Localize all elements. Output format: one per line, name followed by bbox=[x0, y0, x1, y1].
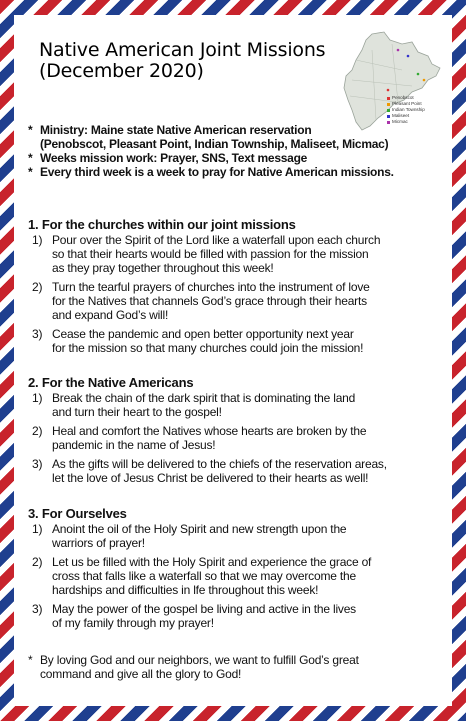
section-churches bbox=[28, 217, 448, 360]
legend-swatch bbox=[387, 97, 390, 100]
reservation-marker bbox=[407, 55, 410, 58]
bullet-star: * bbox=[28, 653, 33, 667]
bullet-star: * bbox=[28, 123, 33, 137]
section-ourselves bbox=[28, 506, 448, 635]
reservation-marker bbox=[417, 73, 420, 76]
section-heading: 2. For the Native Americans bbox=[28, 375, 194, 390]
item-number: 3) bbox=[32, 327, 43, 341]
map-legend bbox=[387, 95, 425, 125]
closing-text: By loving God and our neighbors, we want to fulfill God’s great command and give all the glory to God! bbox=[40, 653, 359, 681]
flyer-page bbox=[14, 15, 452, 706]
bullet-star: * bbox=[28, 165, 33, 179]
item-number: 1) bbox=[32, 233, 43, 247]
prayer-item bbox=[28, 280, 448, 322]
title-line-1: Native American Joint Missions bbox=[39, 39, 326, 61]
prayer-item bbox=[28, 391, 448, 419]
item-number: 2) bbox=[32, 280, 43, 294]
prayer-item bbox=[28, 602, 448, 630]
weeks-bullet bbox=[28, 151, 448, 165]
item-number: 2) bbox=[32, 555, 43, 569]
item-number: 1) bbox=[32, 391, 43, 405]
item-text: Anoint the oil of the Holy Spirit and new strength upon the warriors of prayer! bbox=[52, 522, 347, 550]
legend-label: Maliseet bbox=[392, 113, 410, 118]
prayer-item bbox=[28, 555, 448, 597]
prayer-item bbox=[28, 522, 448, 550]
page-title bbox=[39, 40, 325, 82]
item-text: Heal and comfort the Natives whose hearts are broken by the pandemic in the name of Jesus! bbox=[52, 424, 367, 452]
legend-label: Indian Township bbox=[392, 107, 425, 112]
ministry-reservations: (Penobscot, Pleasant Point, Indian Township, Maliseet, Micmac) bbox=[40, 137, 389, 151]
section-heading: 1. For the churches within our joint missions bbox=[28, 217, 296, 232]
legend-label: Micmac bbox=[392, 119, 408, 124]
ministry-bullet bbox=[28, 123, 448, 137]
legend-swatch bbox=[387, 103, 390, 106]
item-number: 3) bbox=[32, 602, 43, 616]
section-native-americans bbox=[28, 375, 448, 490]
reservation-marker bbox=[397, 49, 400, 52]
item-text: Let us be filled with the Holy Spirit and experience the grace of cross that falls like a waterfall so that we may overcome the hardships and difficulties in lfe throughout this week! bbox=[52, 555, 372, 597]
legend-label: Pleasant Point bbox=[392, 101, 422, 106]
weeks-text: Weeks mission work: Prayer, SNS, Text message bbox=[40, 151, 308, 165]
item-number: 2) bbox=[32, 424, 43, 438]
section-heading: 3. For Ourselves bbox=[28, 506, 127, 521]
every-third-week-text: Every third week is a week to pray for Native American missions. bbox=[40, 165, 394, 179]
prayer-item bbox=[28, 327, 448, 355]
item-text: Pour over the Spirit of the Lord like a waterfall upon each church so that their hearts would be filled with passion for the mission as they pray together throughout this week! bbox=[52, 233, 381, 275]
prayer-item bbox=[28, 424, 448, 452]
item-text: Break the chain of the dark spirit that is dominating the land and turn their heart to the gospel! bbox=[52, 391, 356, 419]
reservation-marker bbox=[423, 79, 426, 82]
reservation-marker bbox=[387, 89, 390, 92]
item-text: Cease the pandemic and open better opportunity next year for the mission so that many churches could join the mission! bbox=[52, 327, 364, 355]
prayer-item bbox=[28, 457, 448, 485]
legend-swatch bbox=[387, 109, 390, 112]
item-number: 3) bbox=[32, 457, 43, 471]
legend-swatch bbox=[387, 115, 390, 118]
title-line-2: (December 2020) bbox=[39, 60, 204, 82]
legend-label: Penobscot bbox=[392, 95, 414, 100]
item-text: Turn the tearful prayers of churches into the instrument of love for the Natives that channels God’s grace through their hearts and expand God’s will! bbox=[52, 280, 370, 322]
prayer-item bbox=[28, 233, 448, 275]
every-third-week-bullet bbox=[28, 165, 448, 179]
ministry-text: Ministry: Maine state Native American reservation bbox=[40, 123, 312, 137]
intro-bullets bbox=[28, 123, 448, 179]
item-number: 1) bbox=[32, 522, 43, 536]
closing-statement bbox=[28, 653, 448, 681]
item-text: May the power of the gospel be living and active in the lives of my family through my prayer! bbox=[52, 602, 356, 630]
bullet-star: * bbox=[28, 151, 33, 165]
item-text: As the gifts will be delivered to the chiefs of the reservation areas, let the love of Jesus Christ be delivered to their hearts as well! bbox=[52, 457, 387, 485]
